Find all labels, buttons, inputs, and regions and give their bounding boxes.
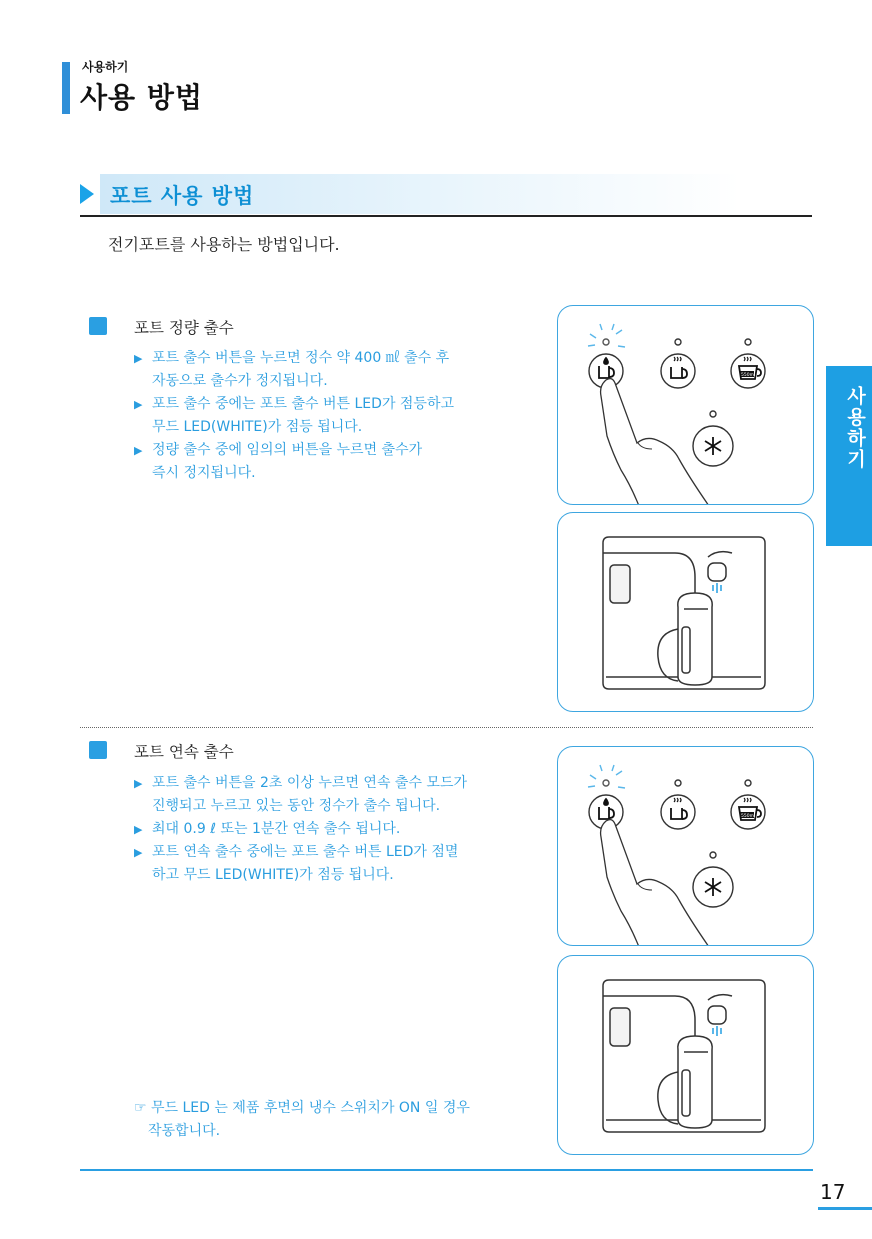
list-item: ▶ 포트 출수 버튼을 2초 이상 누르면 연속 출수 모드가 진행되고 누르고 있는 동안 정수가 출수 됩니다.	[134, 772, 534, 818]
control-panel-illustration	[557, 305, 814, 505]
block-title-continuous: 포트 연속 출수	[134, 743, 234, 761]
mood-led-note: ☞ 무드 LED 는 제품 후면의 냉수 스위치가 ON 일 경우 작동합니다.	[134, 1100, 470, 1139]
page-number-underline	[818, 1207, 872, 1210]
kettle-water-icon	[599, 799, 614, 819]
asterisk-icon	[705, 437, 721, 455]
hand-pointer-icon	[601, 379, 709, 504]
asterisk-icon	[705, 878, 721, 896]
block-list-fixed	[134, 347, 534, 485]
kettle-water-icon	[599, 358, 614, 378]
section-arrow-icon	[80, 184, 94, 204]
purifier-illustration-2	[557, 955, 814, 1155]
block-list-continuous	[134, 772, 534, 887]
list-item: ▶ 최대 0.9 ℓ 또는 1분간 연속 출수 됩니다.	[134, 818, 534, 841]
bullet-arrow-icon: ▶	[134, 846, 143, 859]
panel-ml-label: 550ml	[741, 814, 756, 819]
page-number: 17	[820, 1180, 846, 1204]
control-panel-illustration-2	[557, 746, 814, 946]
purifier-illustration	[557, 512, 814, 712]
bullet-arrow-icon: ▶	[134, 823, 143, 836]
footer-rule	[80, 1169, 813, 1171]
block-marker	[89, 317, 107, 335]
bullet-arrow-icon: ▶	[134, 777, 143, 790]
kettle-hot-icon	[671, 357, 687, 378]
bullet-arrow-icon: ▶	[134, 444, 143, 457]
list-item: ▶ 포트 연속 출수 중에는 포트 출수 버튼 LED가 점멸 하고 무드 LED(WHITE)가 점등 됩니다.	[134, 841, 534, 887]
section-title: 포트 사용 방법	[110, 184, 255, 208]
panel-ml-label: 550ml	[741, 373, 756, 378]
section-intro: 전기포트를 사용하는 방법입니다.	[108, 235, 340, 254]
side-chapter-label: 사용하기	[844, 386, 866, 470]
hand-pointer-icon	[601, 820, 709, 945]
list-item: ▶ 포트 출수 중에는 포트 출수 버튼 LED가 점등하고 무드 LED(WHITE)가 점등 됩니다.	[134, 393, 534, 439]
bullet-arrow-icon: ▶	[134, 352, 143, 365]
page-title: 사용 방법	[80, 81, 203, 114]
list-item: ▶ 포트 출수 버튼을 누르면 정수 약 400 ㎖ 출수 후 자동으로 출수가 정지됩니다.	[134, 347, 534, 393]
section-divider	[80, 215, 812, 217]
list-item: ▶ 정량 출수 중에 임의의 버튼을 누르면 출수가 즉시 정지됩니다.	[134, 439, 534, 485]
block-title-fixed: 포트 정량 출수	[134, 319, 234, 337]
block-divider	[80, 727, 813, 728]
category-label: 사용하기	[82, 60, 129, 74]
block-marker	[89, 741, 107, 759]
kettle-hot-icon	[671, 798, 687, 819]
bullet-arrow-icon: ▶	[134, 398, 143, 411]
title-accent-bar	[62, 62, 70, 114]
